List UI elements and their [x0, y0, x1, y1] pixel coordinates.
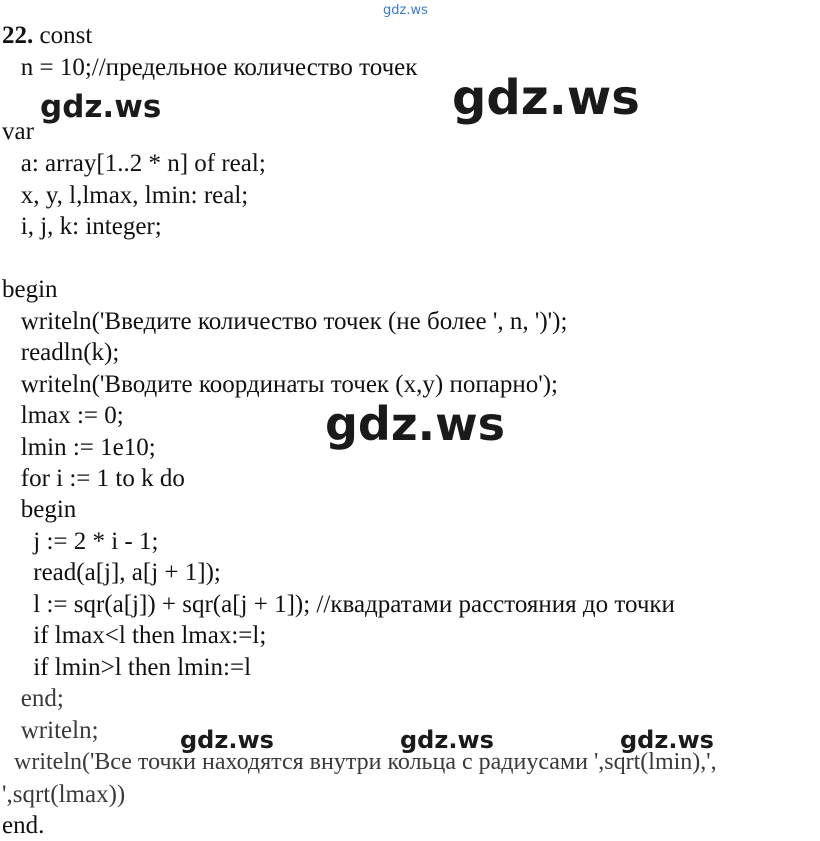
code-line-22: end;	[2, 685, 64, 712]
code-line-19: l := sqr(a[j]) + sqr(a[j + 1]); //квадратами расстояния до точки	[2, 591, 675, 618]
code-line-14: lmin := 1e10;	[2, 434, 156, 461]
code-text: const	[33, 22, 93, 49]
watermark-foot-3: gdz.ws	[620, 726, 714, 754]
code-line-20: if lmax<l then lmax:=l;	[2, 622, 267, 649]
code-line-18: read(a[j], a[j + 1]);	[2, 559, 221, 586]
code-line-17: j := 2 * i - 1;	[2, 528, 159, 555]
code-line-2: n = 10;//предельное количество точек	[2, 54, 418, 81]
code-line-5: a: array[1..2 * n] of real;	[2, 150, 266, 177]
watermark-left: gdz.ws	[40, 89, 162, 125]
code-line-16: begin	[2, 496, 77, 523]
code-line-24: writeln('Все точки находятся внутри кольца с радиусами ',sqrt(lmin),',	[2, 749, 717, 775]
watermark-center: gdz.ws	[325, 397, 505, 451]
code-line-6: x, y, l,lmax, lmin: real;	[2, 182, 249, 209]
task-number: 22.	[2, 22, 34, 49]
code-line-21: if lmin>l then lmin:=l	[2, 654, 252, 681]
code-line-10: writeln('Введите количество точек (не более ', n, ')');	[2, 308, 568, 335]
code-line-1	[2, 20, 92, 51]
code-line-23: writeln;	[2, 717, 99, 744]
watermark-foot-1: gdz.ws	[180, 726, 274, 754]
watermark-right-big: gdz.ws	[452, 70, 640, 126]
code-line-11: readln(k);	[2, 339, 120, 366]
code-line-25: ',sqrt(lmax))	[2, 781, 126, 808]
code-line-13: lmax := 0;	[2, 402, 124, 429]
watermark-foot-2: gdz.ws	[400, 726, 494, 754]
code-line-9: begin	[2, 276, 58, 303]
code-line-15: for i := 1 to k do	[2, 465, 185, 492]
code-line-4: var	[2, 118, 34, 145]
code-line-12: writeln('Вводите координаты точек (x,y) попарно');	[2, 371, 558, 398]
code-line-26: end.	[2, 812, 45, 839]
code-line-7: i, j, k: integer;	[2, 213, 162, 240]
watermark-top: gdz.ws	[383, 3, 428, 18]
